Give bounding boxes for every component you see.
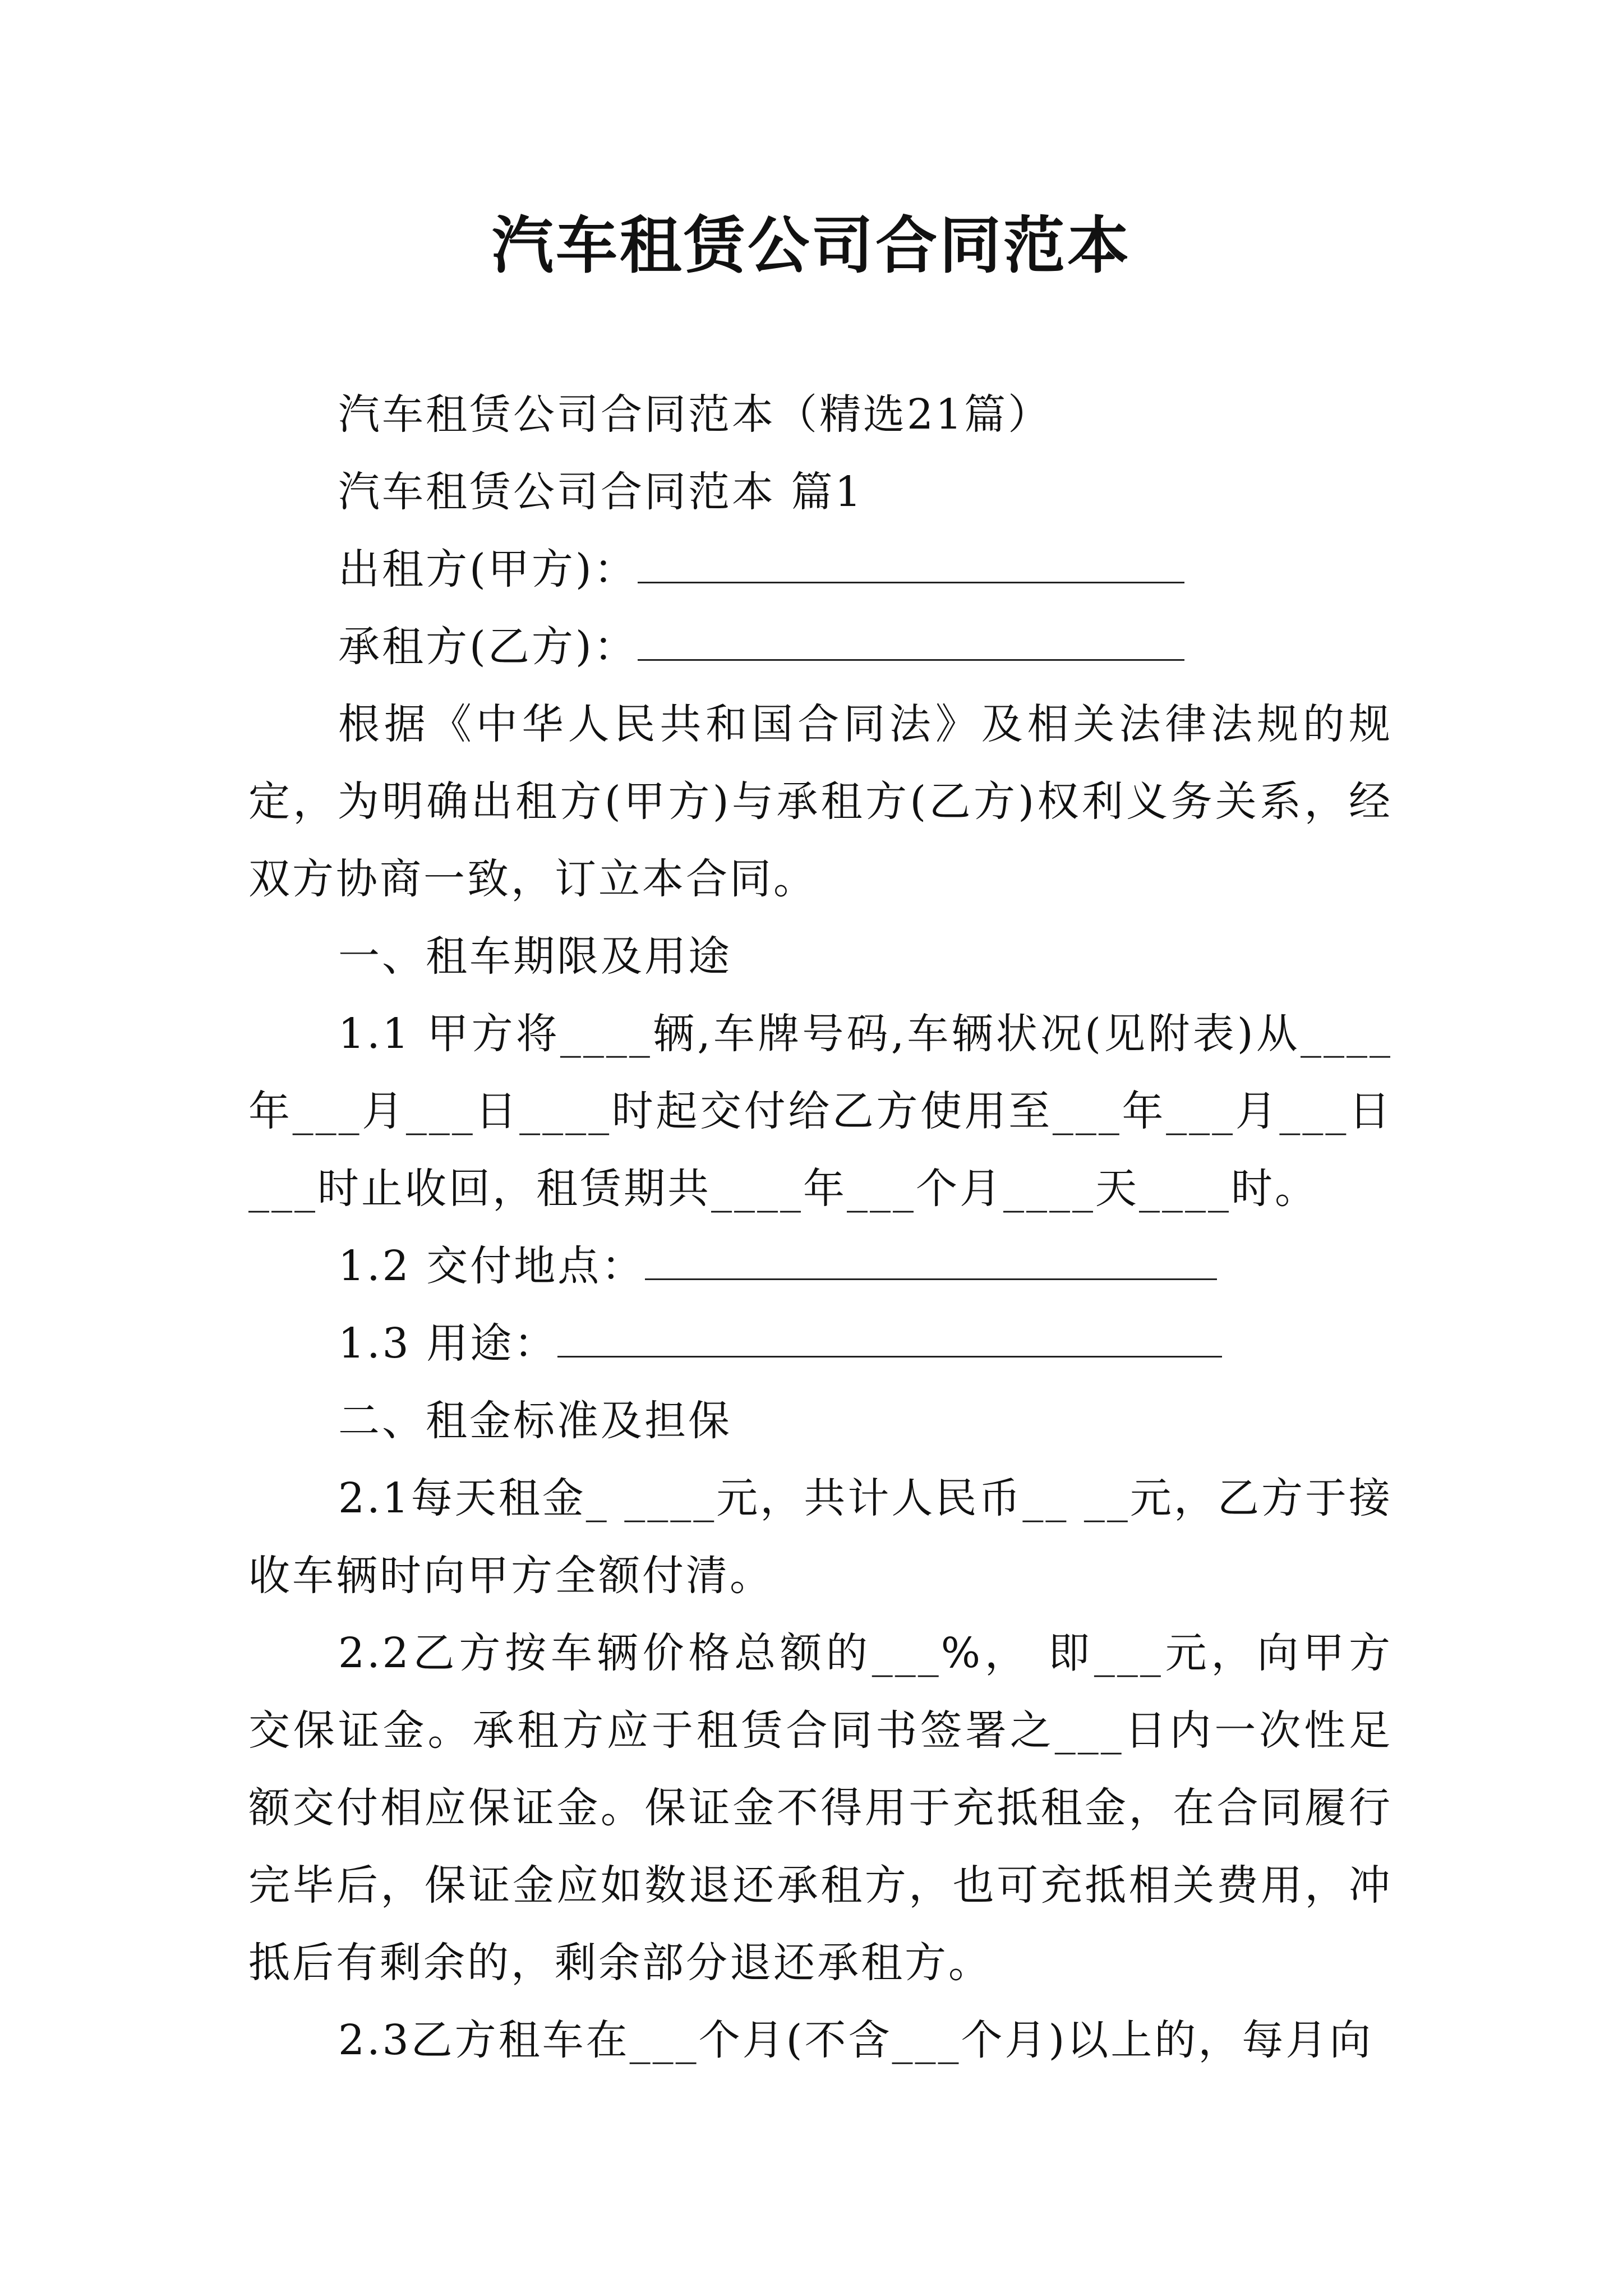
clause-2-1: 2.1每天租金_ ____元，共计人民币__ __元，乙方于接收车辆时向甲方全额付清。 xyxy=(248,1474,1393,1600)
purpose-label: 1.3 用途： xyxy=(338,1319,558,1368)
delivery-location-blank xyxy=(645,1239,1217,1280)
delivery-location-label: 1.2 交付地点： xyxy=(338,1242,645,1290)
clause-1-1: 1.1 甲方将____辆,车牌号码,车辆状况(见附表)从____年___月___日____时起交付给乙方使用至___年___月___日___时止收回，租赁期共____年___个月____天____时。 xyxy=(248,1010,1393,1213)
section-heading-part-1: 汽车租赁公司合同范本 篇1 xyxy=(338,468,864,516)
article-2-heading: 二、租金标准及担保 xyxy=(338,1397,732,1445)
clause-1-2 xyxy=(248,1227,1393,1305)
purpose-blank xyxy=(557,1317,1222,1358)
lessor-line xyxy=(248,531,1393,608)
lessee-label: 承租方(乙方)： xyxy=(338,623,638,671)
document-body xyxy=(248,376,1393,2079)
preamble-paragraph: 根据《中华人民共和国合同法》及相关法律法规的规定，为明确出租方(甲方)与承租方(乙方)权利义务关系，经双方协商一致，订立本合同。 xyxy=(248,700,1393,903)
lessee-line xyxy=(248,608,1393,685)
clause-2-3: 2.3乙方租车在___个月(不含___个月)以上的，每月向 xyxy=(338,2016,1373,2064)
lessee-blank xyxy=(638,620,1184,661)
subtitle-paragraph: 汽车租赁公司合同范本（精选21篇） xyxy=(338,390,1052,439)
lessor-label: 出租方(甲方)： xyxy=(338,545,638,593)
article-1-heading: 一、租车期限及用途 xyxy=(338,932,732,981)
lessor-blank xyxy=(638,542,1184,583)
clause-2-2: 2.2乙方按车辆价格总额的___%， 即___元，向甲方交保证金。承租方应于租赁合同书签署之___日内一次性足额交付相应保证金。保证金不得用于充抵租金，在合同履行完毕后，保证金应如数退还承租方，也可充抵相关费用，冲抵后有剩余的，剩余部分退还承租方。 xyxy=(248,1629,1393,1987)
clause-1-3 xyxy=(248,1305,1393,1382)
document-title: 汽车租赁公司合同范本 xyxy=(492,209,1131,282)
